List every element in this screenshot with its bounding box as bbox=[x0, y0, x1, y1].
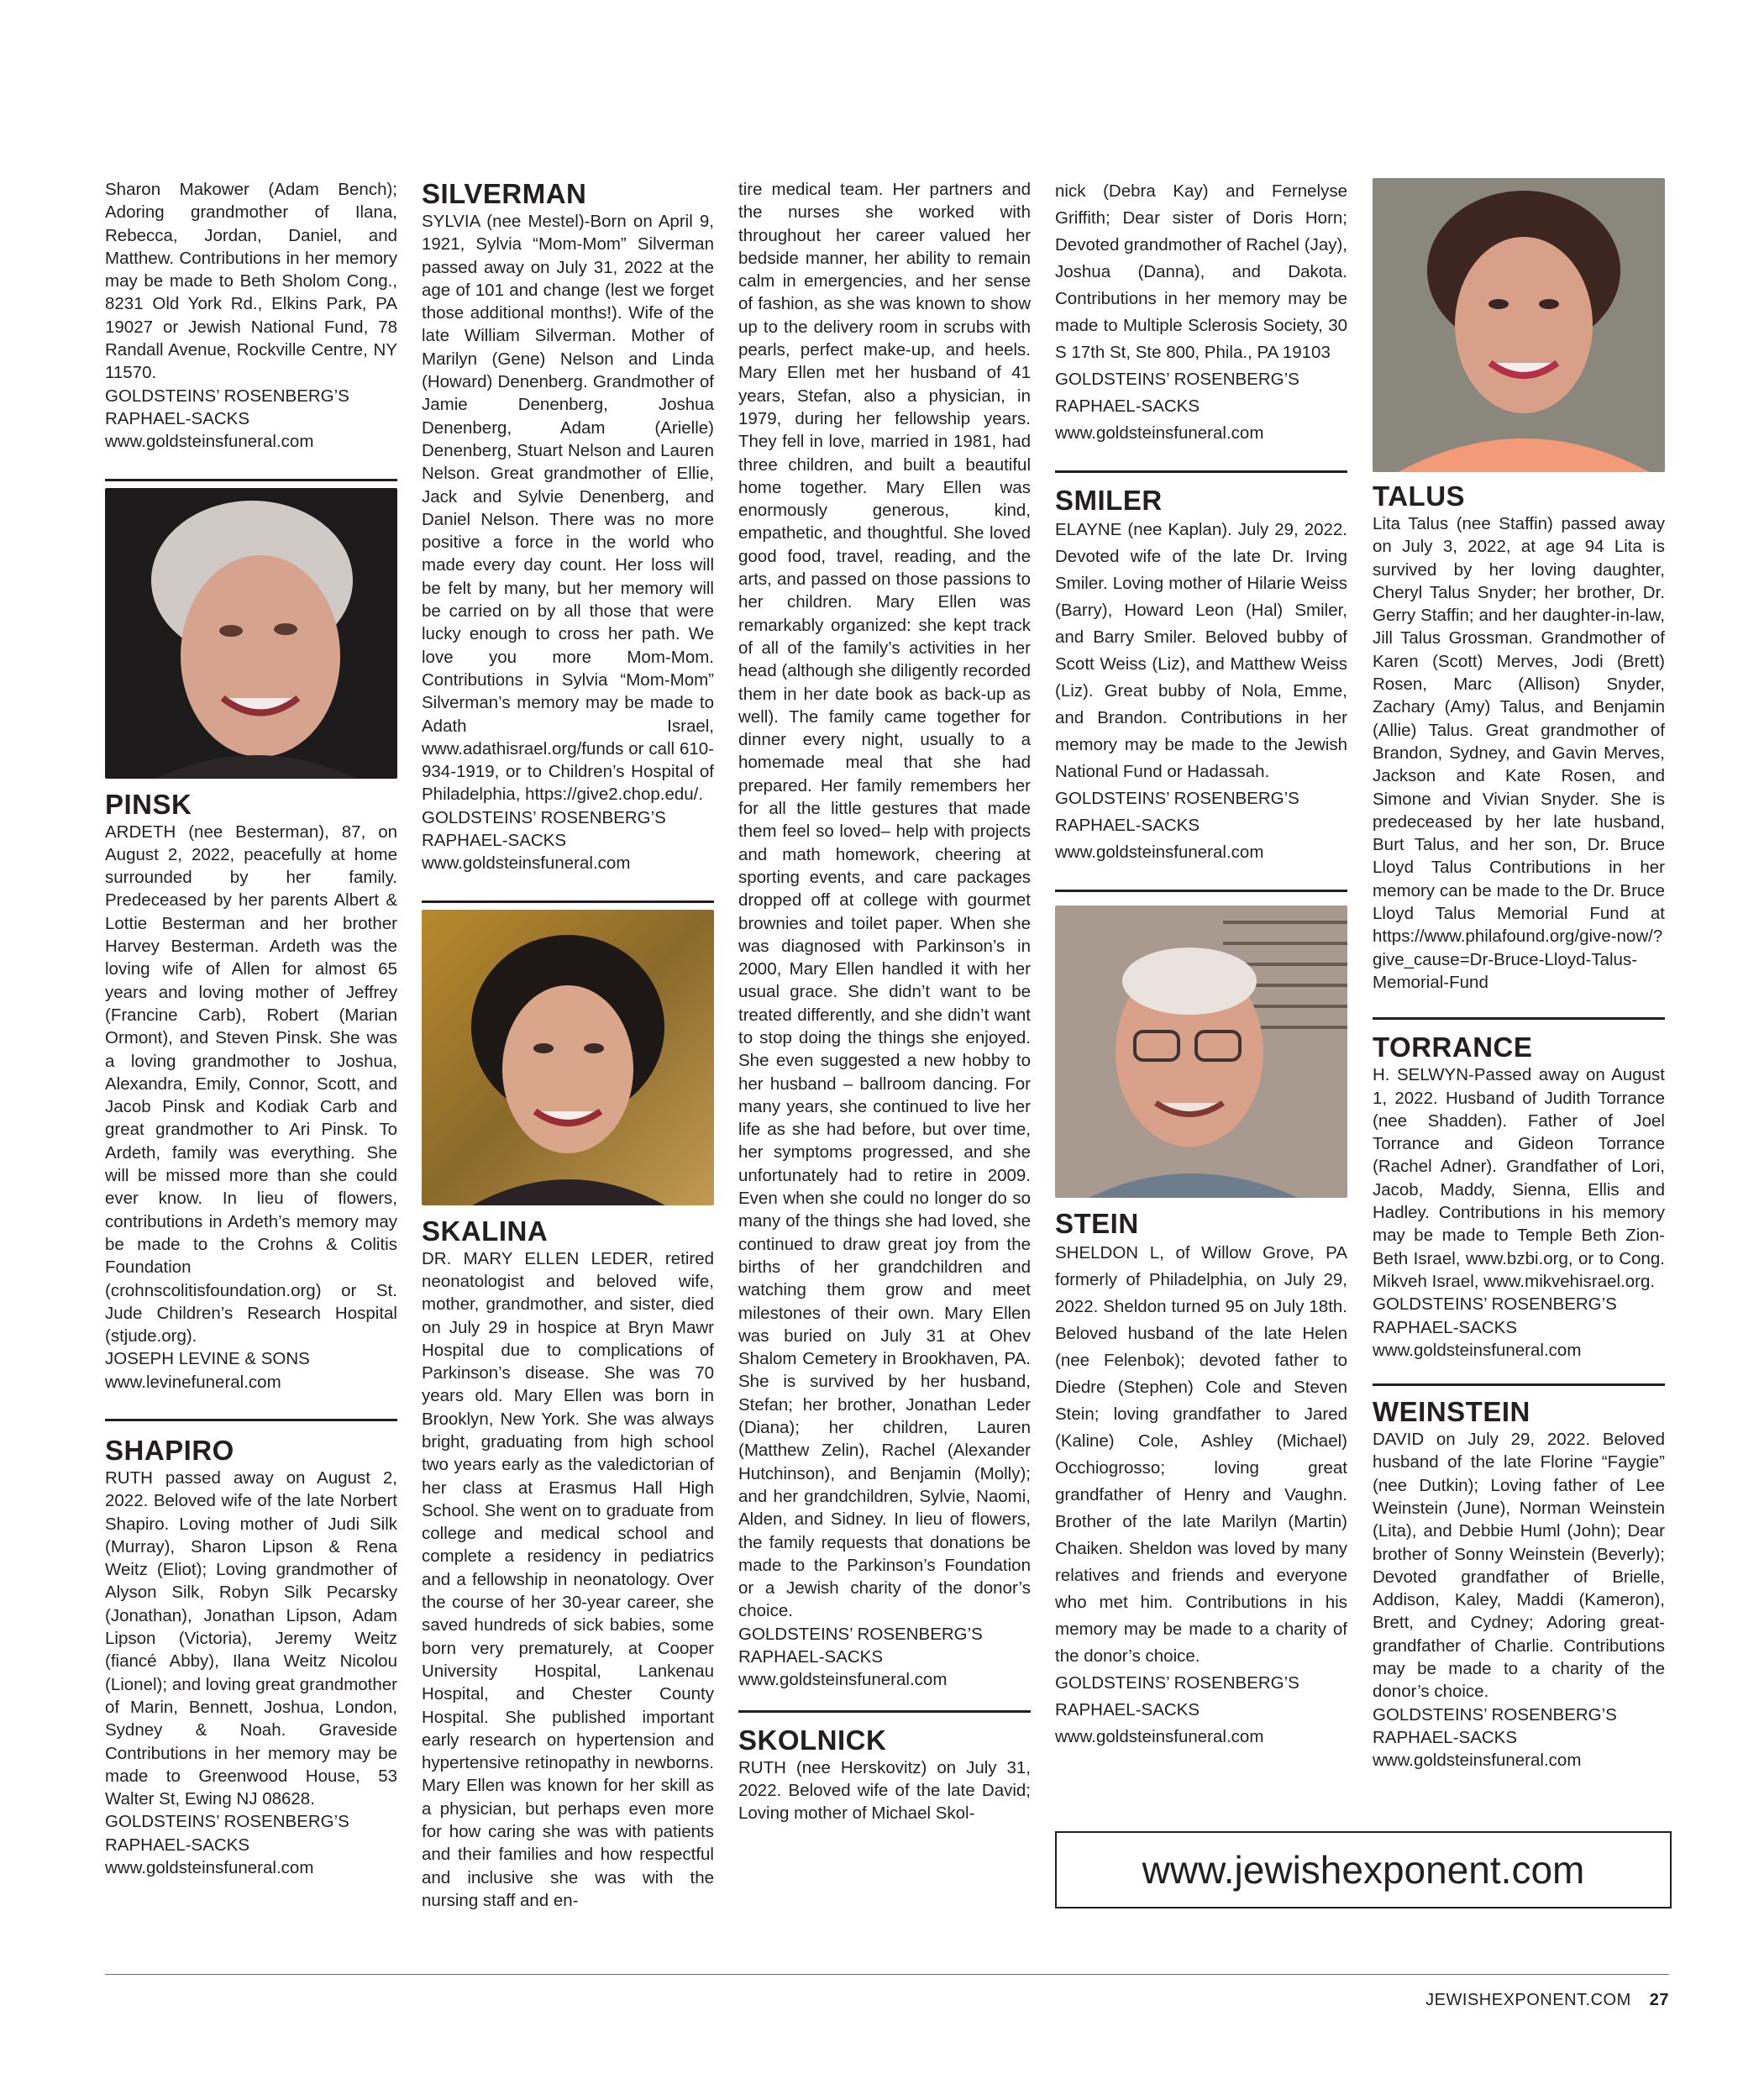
divider bbox=[105, 1419, 397, 1421]
funeral-home-name: RAPHAEL-SACKS bbox=[1055, 816, 1200, 835]
divider bbox=[1055, 890, 1347, 892]
obituary-text: SHELDON L, of Willow Grove, PA formerly of Philadelphia, on July 29, 2022. Sheldon turned 95 on July 18th. Beloved husband of the late Helen (nee Felenbok); devoted father to Diedre (Stephen) Cole and Steven Stein; loving grandfather to Jared (Kaline) Cole, Ashley (Michael) Occhiogrosso; loving great grandfather of Henry and Vaughn. Brother of the late Marilyn (Martin) Chaiken. Sheldon was loved by many relatives and friends and everyone who met him. Contributions in his memory may be made to a charity of the donor’s choice. bbox=[1055, 1243, 1347, 1666]
funeral-home-name: RAPHAEL-SACKS bbox=[422, 831, 567, 851]
funeral-home-name: GOLDSTEINS’ ROSENBERG’S bbox=[1055, 1673, 1299, 1693]
funeral-home-url[interactable]: www.goldsteinsfuneral.com bbox=[1055, 423, 1264, 443]
funeral-home-name: GOLDSTEINS’ ROSENBERG’S bbox=[105, 1812, 349, 1832]
obituary-name: PINSK bbox=[105, 788, 192, 820]
funeral-home-url[interactable]: www.goldsteinsfuneral.com bbox=[1055, 1727, 1264, 1746]
funeral-home-url[interactable]: www.goldsteinsfuneral.com bbox=[1373, 1751, 1582, 1771]
obituary-text: DR. MARY ELLEN LEDER, retired neonatologist and beloved wife, mother, grandmother, and sister, died on July 29 in hospice at Bryn Mawr Hospital due to complications of Parkinson’s disease. She was 70 years old. Mary Ellen was born in Brooklyn, New York. She was always bright, graduating from high school two years early as the valedictorian of her class at Erasmus Hall High School. She went on to graduate from college and medical school and complete a residency in pediatrics and a fellowship in neonatology. Over the course of her 30-year career, she saved hundreds of sick babies, some born very prematurely, at Cooper University Hospital, Lankenau Hospital, and Chester County Hospital. She published important early research on hypertension and hypertensive retinopathy in newborns. Mary Ellen was known for her skill as a physician, but perhaps even more for how caring she was with patients and their families and how respectful and inclusive she was with the nursing staff and en- bbox=[422, 1248, 714, 1910]
pinsk-portrait-photo bbox=[105, 488, 397, 779]
obituary-text: ARDETH (nee Besterman), 87, on August 2, 2022, peacefully at home surrounded by her family. Predeceased by her parents Albert & Lottie Besterman and her brother Harvey Besterman. Ardeth was the loving wife of Allen for almost 65 years and loving mother of Jeffrey (Francine Carb), Robert (Marian Ormont), and Steven Pinsk. She was a loving grandmother to Joshua, Alexandra, Emily, Connor, Scott, and Jacob Pinsk and Kodiak Carb and great grandmother to Ari Pinsk. To Ardeth, family was everything. She will be missed more than she could ever know. In lieu of flowers, contributions in Ardeth’s memory may be made to the Crohns & Colitis Foundation (crohnscolitisfoundation.org) or St. Jude Children’s Research Hospital (stjude.org). bbox=[105, 822, 397, 1347]
funeral-home-url[interactable]: www.goldsteinsfuneral.com bbox=[105, 1858, 314, 1878]
footer-divider bbox=[105, 1974, 1669, 1975]
column-2 bbox=[422, 178, 714, 1912]
obituary-text: RUTH passed away on August 2, 2022. Beloved wife of the late Norbert Shapiro. Loving mother of Judi Silk (Murray), Sharon Lipson & Rena Weitz (Eliot); Loving grandmother of Alyson Silk, Robyn Silk Pecarsky (Jonathan), Jonathan Lipson, Adam Lipson (Victoria), Jeremy Weitz (fiancé Abby), Ilana Weitz Nicolou (Lionel); and loving great grandmother of Marin, Bennett, Joshua, London, Sydney & Noah. Graveside Contributions in her memory may be made to Greenwood House, 53 Walter St, Ewing NJ 08628. bbox=[105, 1467, 397, 1809]
funeral-home-url[interactable]: www.goldsteinsfuneral.com bbox=[422, 853, 631, 874]
funeral-home-name: GOLDSTEINS’ ROSENBERG’S bbox=[1055, 789, 1299, 808]
funeral-home-url[interactable]: www.goldsteinsfuneral.com bbox=[1373, 1340, 1582, 1360]
divider bbox=[1055, 470, 1347, 473]
column-1 bbox=[105, 178, 397, 1879]
obituary-name: TORRANCE bbox=[1373, 1032, 1533, 1063]
divider bbox=[105, 479, 397, 481]
funeral-home-name: RAPHAEL-SACKS bbox=[1055, 396, 1200, 416]
funeral-home-name: RAPHAEL-SACKS bbox=[1373, 1727, 1518, 1747]
divider bbox=[738, 1710, 1031, 1713]
banner-url[interactable]: www.jewishexponent.com bbox=[1142, 1848, 1585, 1892]
obituary-name: SMILER bbox=[1055, 485, 1163, 516]
jewish-exponent-banner[interactable] bbox=[1055, 1831, 1672, 1908]
funeral-home-name: RAPHAEL-SACKS bbox=[1373, 1317, 1518, 1337]
column-5 bbox=[1373, 178, 1665, 1772]
obituary-text: Sharon Makower (Adam Bench); Adoring grandmother of Ilana, Rebecca, Jordan, Daniel, and Matthew. Contributions in her memory may be made to Beth Sholom Cong., 8231 Old York Rd., Elkins Park, PA 19027 or Jewish National Fund, 78 Randall Avenue, Rockville Centre, NY 11570. bbox=[105, 180, 397, 383]
obituary-text: DAVID on July 29, 2022. Beloved husband of the late Florine “Faygie” (nee Dutkin); Loving father of Lee Weinstein (June), Norman Weinstein (Lita), and Debbie Huml (John); Dear brother of Sonny Weinstein (Beverly); Devoted grandfather of Brielle, Addison, Kaley, Maddi (Kameron), Brett, and Cydney; Adoring great-grandfather of Charlie. Contributions may be made to a charity of the donor’s choice. bbox=[1373, 1430, 1665, 1702]
divider bbox=[1373, 1017, 1665, 1020]
funeral-home-name: GOLDSTEINS’ ROSENBERG’S bbox=[422, 807, 666, 827]
funeral-home-name: GOLDSTEINS’ ROSENBERG’S bbox=[105, 386, 349, 406]
footer-site[interactable]: JEWISHEXPONENT.COM bbox=[1425, 1991, 1631, 2009]
funeral-home-url[interactable]: www.goldsteinsfuneral.com bbox=[1055, 843, 1264, 862]
divider bbox=[422, 900, 714, 903]
funeral-home-name: GOLDSTEINS’ ROSENBERG’S bbox=[738, 1624, 983, 1644]
skalina-portrait-photo bbox=[422, 910, 714, 1205]
obituary-name: SKALINA bbox=[422, 1215, 549, 1247]
funeral-home-name: RAPHAEL-SACKS bbox=[105, 408, 250, 428]
obituary-name: SKOLNICK bbox=[738, 1724, 887, 1756]
column-4 bbox=[1055, 178, 1347, 1751]
obituary-name: TALUS bbox=[1373, 480, 1466, 512]
funeral-home-name: RAPHAEL-SACKS bbox=[738, 1647, 884, 1667]
funeral-home-url[interactable]: www.goldsteinsfuneral.com bbox=[105, 432, 314, 452]
stein-portrait-photo bbox=[1055, 906, 1347, 1198]
column-3 bbox=[738, 178, 1031, 1824]
obituary-text: ELAYNE (nee Kaplan). July 29, 2022. Devoted wife of the late Dr. Irving Smiler. Loving mother of Hilarie Weiss (Barry), Howard Leon (Hal) Smiler, and Barry Smiler. Beloved bubby of Scott Weiss (Liz), and Matthew Weiss (Liz). Great bubby of Nola, Emme, and Brandon. Contributions in her memory may be made to the Jewish National Fund or Hadassah. bbox=[1055, 520, 1347, 781]
funeral-home-url[interactable]: www.levinefuneral.com bbox=[105, 1372, 281, 1392]
obituary-name: SHAPIRO bbox=[105, 1434, 234, 1466]
obituary-text: H. SELWYN-Passed away on August 1, 2022. Husband of Judith Torrance (nee Shadden). Father of Joel Torrance and Gideon Torrance (Rachel Adner). Grandfather of Lori, Jacob, Maddy, Sienna, Ellis and Hadley. Contributions in his memory may be made to Temple Beth Zion-Beth Israel, www.bzbi.org, or to Cong. Mikveh Israel, www.mikvehisrael.org. bbox=[1373, 1065, 1665, 1291]
obituary-text: SYLVIA (nee Mestel)-Born on April 9, 1921, Sylvia “Mom-Mom” Silverman passed away on July 31, 2022 at the age of 101 and change (lest we forget those additional months!). Wife of the late William Silverman. Mother of Marilyn (Gene) Nelson and Linda (Howard) Denenberg. Grandmother of Jamie Denenberg, Joshua Denenberg, Adam (Arielle) Denenberg, Stuart Nelson and Lauren Nelson. Great grandmother of Ellie, Jack and Sylvie Denenberg, and Daniel Nelson. There was no more positive a force in the world who made every day count. Her loss will be felt by many, but her memory will be carried on by all those that were lucky enough to cross her path. We love you more Mom-Mom. Contributions in Sylvia “Mom-Mom” Silverman’s memory may be made to Adath Israel, www.adathisrael.org/funds or call 610-934-1919, or to Children’s Hospital of Philadelphia, https://give2.chop.edu/. bbox=[422, 212, 714, 805]
obituary-text: RUTH (nee Herskovitz) on July 31, 2022. Beloved wife of the late David; Loving mother of Michael Skol- bbox=[738, 1757, 1031, 1824]
obituary-text: tire medical team. Her partners and the nurses she worked with throughout her career valued her bedside manner, her ability to remain calm in emergencies, and her sense of fashion, as she was known to show up to the delivery room in scrubs with pearls, perfect make-up, and heels. Mary Ellen met her husband of 41 years, Stefan, also a physician, in 1979, during her fellowship years. They fell in love, married in 1981, had three children, and built a beautiful home together. Mary Ellen was enormously generous, kind, empathetic, and thoughtful. She loved good food, travel, reading, and the arts, and passed on those passions to her children. Mary Ellen was remarkably organized: she kept track of all of the family’s activities in her head (although she diligently recorded them in her date book as back-up as well). The family came together for dinner every night, usually to a homemade meal that she had prepared. Her family remembers her for all the little gestures that made them feel so loved– help with projects and math homework, cheering at sporting events, and care packages dropped off at college with gourmet brownies and toilet paper. When she was diagnosed with Parkinson’s in 2000, Mary Ellen handled it with her usual grace. She didn’t want to be treated differently, and she didn’t want to stop doing the things she enjoyed. She even suggested a new hobby to her husband – ballroom dancing. For many years, she continued to live her life as she had before, but over time, her symptoms progressed, and she unfortunately had to retire in 2009. Even when she could no longer do so many of the things she had loved, she continued to draw great joy from the births of her grandchildren and watching them grow and meet milestones of their own. Mary Ellen was buried on July 31 at Ohev Shalom Cemetery in Brookhaven, PA. She is survived by her husband, Stefan; her brother, Jonathan Leder (Diana); her children, Lauren (Matthew Zelin), Rachel (Alexander Hutchinson), and Benjamin (Molly); and her grandchildren, Sylvie, Naomi, Alden, and Sidney. In lieu of flowers, the family requests that donations be made to the Parkinson’s Foundation or a Jewish charity of the donor’s choice. bbox=[738, 180, 1031, 1621]
funeral-home-name: GOLDSTEINS’ ROSENBERG’S bbox=[1055, 370, 1299, 389]
funeral-home-name: GOLDSTEINS’ ROSENBERG’S bbox=[1373, 1704, 1617, 1725]
obituary-text: nick (Debra Kay) and Fernelyse Griffith; Dear sister of Doris Horn; Devoted grandmother of Rachel (Jay), Joshua (Danna), and Dakota. Contributions in her memory may be made to Multiple Sclerosis Society, 30 S 17th St, Ste 800, Phila., PA 19103 bbox=[1055, 181, 1347, 362]
funeral-home-name: JOSEPH LEVINE & SONS bbox=[105, 1349, 310, 1369]
divider bbox=[1373, 1383, 1665, 1386]
obituary-name: STEIN bbox=[1055, 1208, 1139, 1239]
funeral-home-name: GOLDSTEINS’ ROSENBERG’S bbox=[1373, 1294, 1617, 1315]
obituary-name: SILVERMAN bbox=[422, 178, 587, 209]
funeral-home-name: RAPHAEL-SACKS bbox=[1055, 1700, 1200, 1719]
funeral-home-name: RAPHAEL-SACKS bbox=[105, 1835, 250, 1855]
obituary-text: Lita Talus (nee Staffin) passed away on July 3, 2022, at age 94 Lita is survived by her loving daughter, Cheryl Talus Snyder; her brother, Dr. Gerry Staffin; and her daughter-in-law, Jill Talus Grossman. Grandmother of Karen (Scott) Merves, Jodi (Brett) Rosen, Marc (Allison) Snyder, Zachary (Amy) Talus, and Benjamin (Allie) Talus. Great grandmother of Brandon, Sydney, and Gavin Merves, Jackson and Kate Rosen, and Simone and Vivian Snyder. She is predeceased by her late husband, Burt Talus, and her son, Dr. Bruce Lloyd Talus Contributions in her memory can be made to the Dr. Bruce Lloyd Talus Memorial Fund at https://www.philafound.org/give-now/?give_cause=Dr-Bruce-Lloyd-Talus-Memorial-Fund bbox=[1373, 514, 1665, 992]
obituary-name: WEINSTEIN bbox=[1373, 1396, 1530, 1428]
page-footer bbox=[1425, 1991, 1669, 2010]
page-number: 27 bbox=[1649, 1991, 1669, 2009]
talus-portrait-photo bbox=[1373, 178, 1665, 472]
funeral-home-url[interactable]: www.goldsteinsfuneral.com bbox=[738, 1670, 948, 1690]
